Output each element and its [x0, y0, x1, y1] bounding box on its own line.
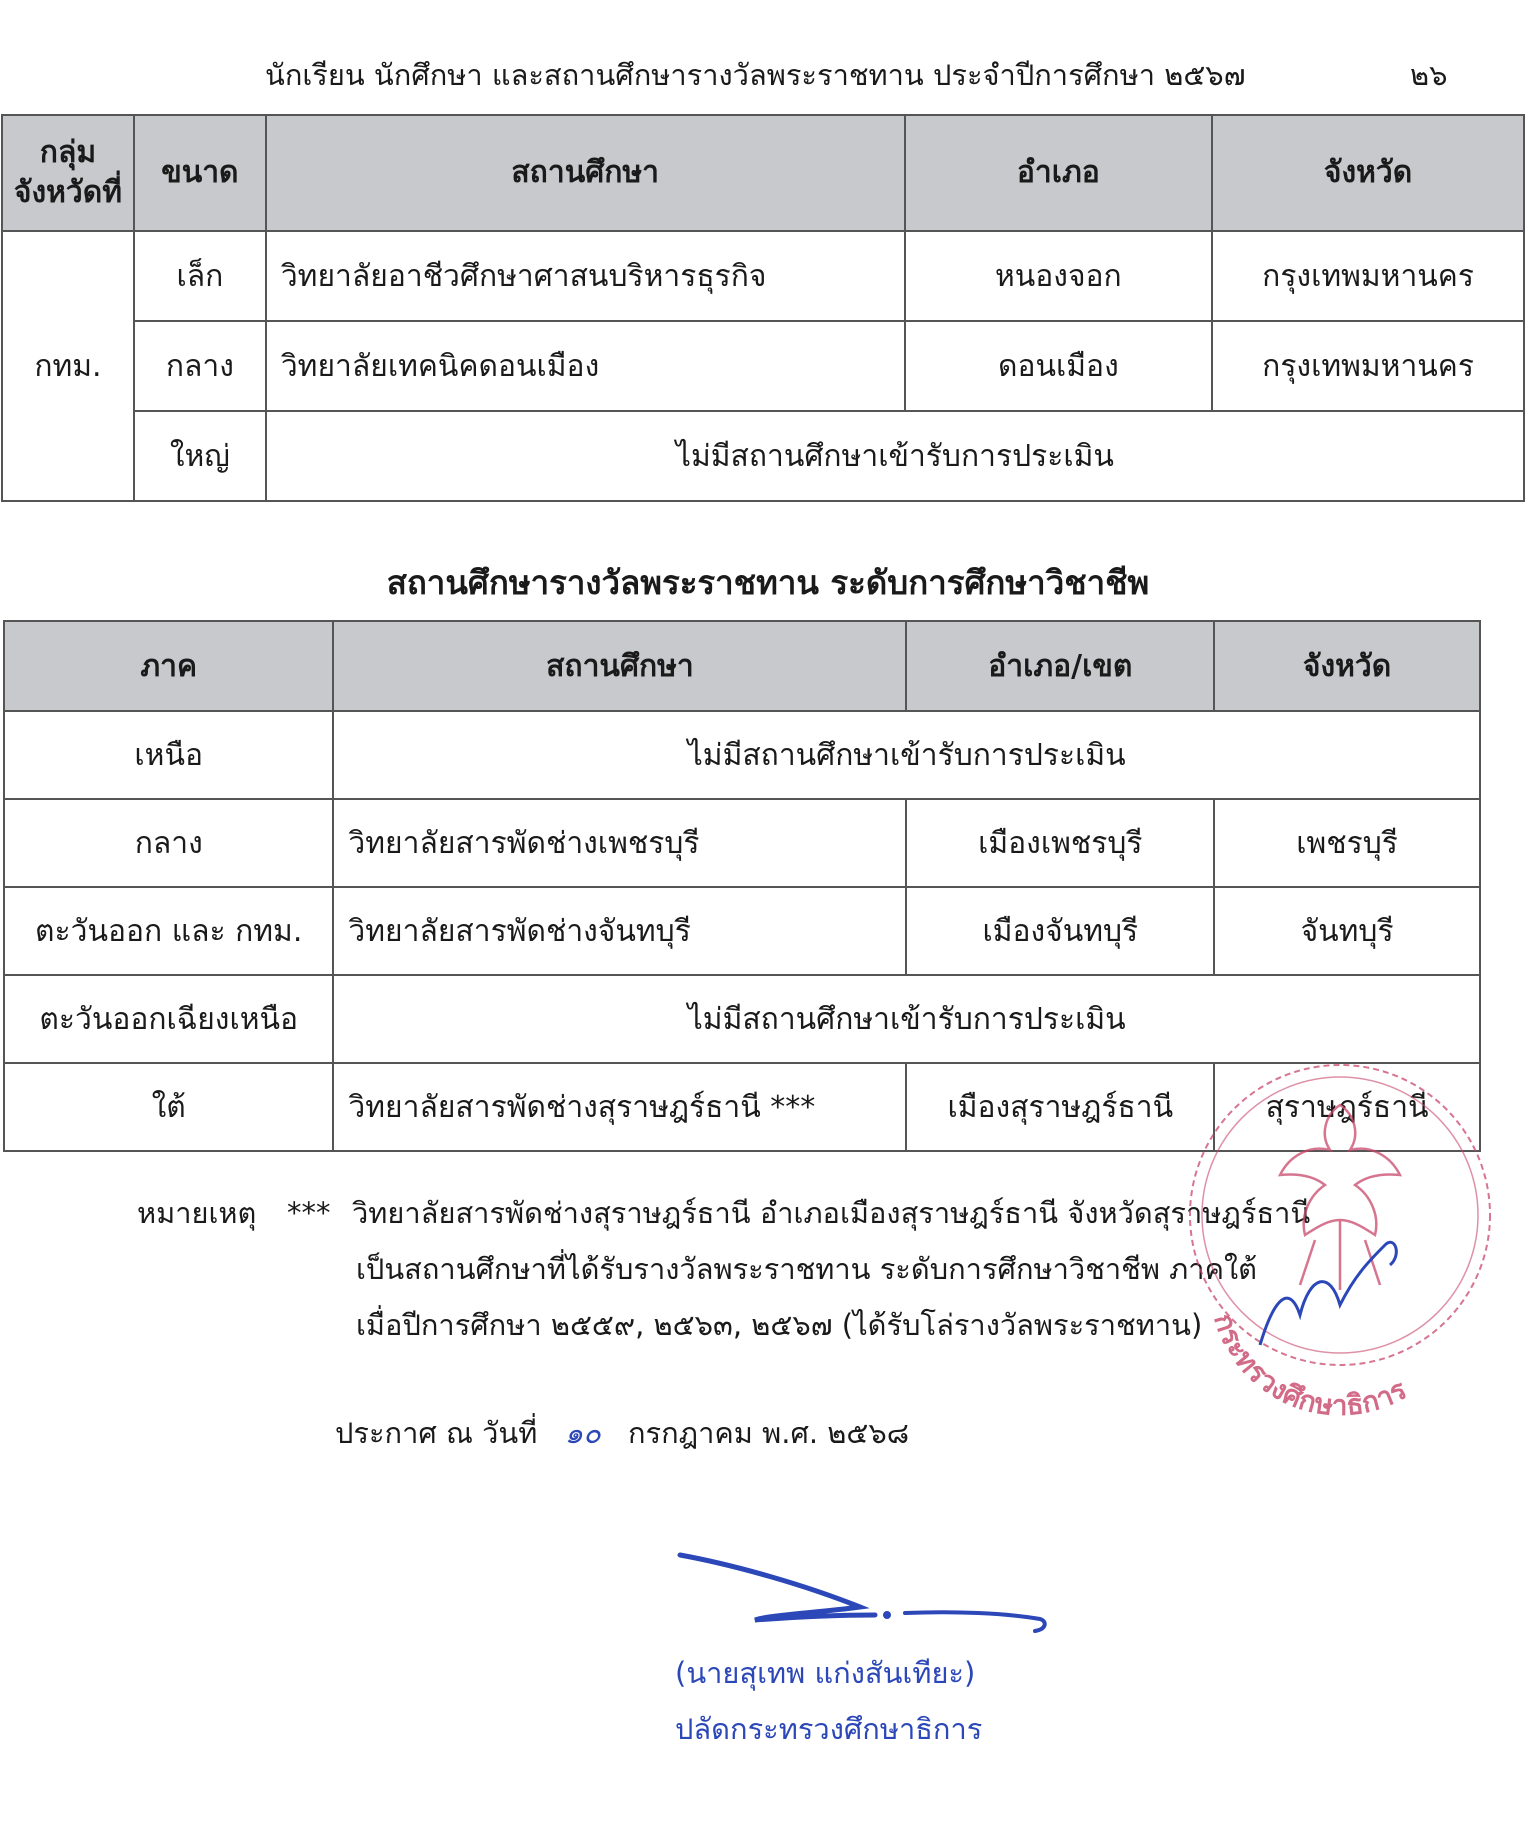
table-row — [4, 799, 1480, 887]
announcement-prefix: ประกาศ ณ วันที่ — [335, 1416, 538, 1450]
district-cell: ดอนเมือง — [905, 321, 1213, 411]
note-line: เมื่อปีการศึกษา ๒๕๕๙, ๒๕๖๓, ๒๕๖๗ (ได้รับโล่รางวัลพระราชทาน) — [356, 1308, 1203, 1342]
page-number: ๒๖ — [1410, 58, 1448, 92]
header-district: อำเภอ/เขต — [906, 621, 1214, 711]
province-cell: กรุงเทพมหานคร — [1212, 321, 1524, 411]
province-cell: เพชรบุรี — [1214, 799, 1480, 887]
no-school-cell: ไม่มีสถานศึกษาเข้ารับการประเมิน — [333, 711, 1480, 799]
district-cell: เมืองเพชรบุรี — [906, 799, 1214, 887]
region-cell: เหนือ — [4, 711, 333, 799]
province-cell: จันทบุรี — [1214, 887, 1480, 975]
table-row — [4, 711, 1480, 799]
region-cell: ตะวันออก และ กทม. — [4, 887, 333, 975]
province-cell: สุราษฎร์ธานี — [1214, 1063, 1480, 1151]
garuda-emblem — [1280, 1105, 1400, 1290]
table-header-row — [4, 621, 1480, 711]
page-header-title: นักเรียน นักศึกษา และสถานศึกษารางวัลพระราชทาน ประจำปีการศึกษา ๒๕๖๗ — [265, 58, 1246, 92]
note-marker: *** — [287, 1196, 331, 1230]
table-row — [2, 321, 1524, 411]
seal-text: กระทรวงศึกษาธิการ — [1207, 1309, 1413, 1422]
seal-inner-ring — [1202, 1077, 1478, 1353]
table-row — [4, 887, 1480, 975]
district-cell: หนองจอก — [905, 231, 1213, 321]
no-school-cell: ไม่มีสถานศึกษาเข้ารับการประเมิน — [333, 975, 1480, 1063]
header-province: จังหวัด — [1212, 115, 1524, 231]
header-size: ขนาด — [134, 115, 266, 231]
header-district: อำเภอ — [905, 115, 1213, 231]
no-school-cell: ไม่มีสถานศึกษาเข้ารับการประเมิน — [266, 411, 1524, 501]
note-line: วิทยาลัยสารพัดช่างสุราษฎร์ธานี อำเภอเมืองสุราษฎร์ธานี จังหวัดสุราษฎร์ธานี — [352, 1196, 1311, 1230]
announcement-line — [335, 1410, 909, 1456]
size-cell: ใหญ่ — [134, 411, 266, 501]
school-cell: วิทยาลัยสารพัดช่างเพชรบุรี — [333, 799, 906, 887]
header-region: ภาค — [4, 621, 333, 711]
district-cell: เมืองสุราษฎร์ธานี — [906, 1063, 1214, 1151]
table-row — [2, 231, 1524, 321]
school-cell: วิทยาลัยอาชีวศึกษาศาสนบริหารธุรกิจ — [266, 231, 905, 321]
ministry-seal-stamp — [1140, 1045, 1520, 1445]
table-header-row — [2, 115, 1524, 231]
size-cell: เล็ก — [134, 231, 266, 321]
announcement-day: ๑๐ — [564, 1416, 601, 1450]
announcement-suffix: กรกฎาคม พ.ศ. ๒๕๖๘ — [627, 1416, 910, 1450]
signature-block — [675, 1645, 1095, 1757]
header-province: จังหวัด — [1214, 621, 1480, 711]
school-cell: วิทยาลัยเทคนิคดอนเมือง — [266, 321, 905, 411]
school-cell: วิทยาลัยสารพัดช่างสุราษฎร์ธานี *** — [333, 1063, 906, 1151]
header-group: กลุ่ม จังหวัดที่ — [2, 115, 134, 231]
region-cell: ใต้ — [4, 1063, 333, 1151]
note-label: หมายเหตุ — [137, 1196, 257, 1230]
province-cell: กรุงเทพมหานคร — [1212, 231, 1524, 321]
handwritten-signature — [675, 1535, 1055, 1645]
size-cell: กลาง — [134, 321, 266, 411]
signatory-title: ปลัดกระทรวงศึกษาธิการ — [675, 1712, 983, 1746]
section-title: สถานศึกษารางวัลพระราชทาน ระดับการศึกษาวิชาชีพ — [386, 563, 1150, 602]
table-row — [2, 411, 1524, 501]
district-cell: เมืองจันทบุรี — [906, 887, 1214, 975]
signatory-name: (นายสุเทพ แก่งสันเทียะ) — [675, 1656, 976, 1690]
note-line: เป็นสถานศึกษาที่ได้รับรางวัลพระราชทาน ระดับการศึกษาวิชาชีพ ภาคใต้ — [356, 1252, 1257, 1286]
region-cell: ตะวันออกเฉียงเหนือ — [4, 975, 333, 1063]
page-header — [265, 52, 1465, 102]
header-school: สถานศึกษา — [266, 115, 905, 231]
group-cell: กทม. — [2, 231, 134, 501]
header-school: สถานศึกษา — [333, 621, 906, 711]
school-table-bangkok — [1, 114, 1525, 502]
initials-scribble — [1260, 1242, 1396, 1345]
school-cell: วิทยาลัยสารพัดช่างจันทบุรี — [333, 887, 906, 975]
region-cell: กลาง — [4, 799, 333, 887]
